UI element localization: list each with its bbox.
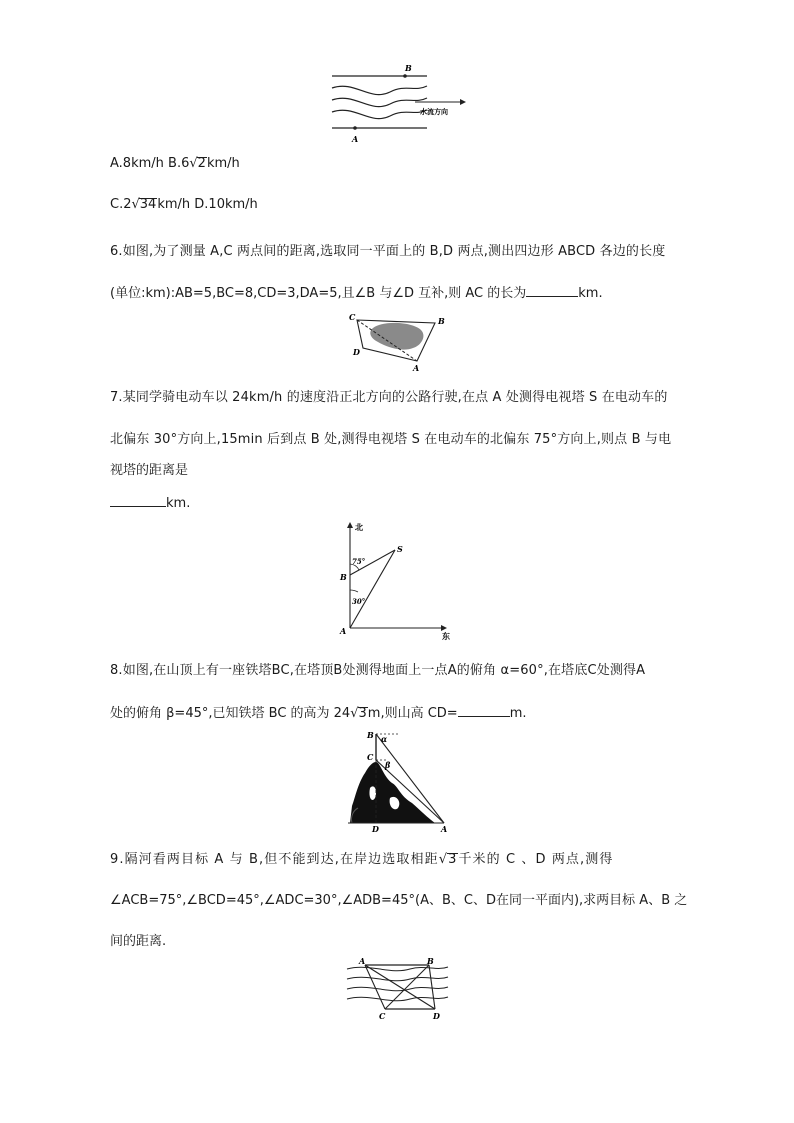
q9-line-1: 9.隔河看两目标 A 与 B,但不能到达,在岸边选取相距√3千米的 C 、D 两点,测得 <box>110 852 614 867</box>
tower-base-c-label: C <box>367 752 374 762</box>
river-quad-figure <box>345 955 450 1021</box>
q7-line-2: 北偏东 30°方向上,15min 后到点 B 处,测得电视塔 S 在电动车的北偏东 75°方向上,则点 B 与电 <box>110 432 672 447</box>
q5-options-ab <box>110 156 240 171</box>
angle-30-label: 30° <box>352 597 366 606</box>
answer-blank <box>458 704 510 717</box>
angle-75-label: 75° <box>352 557 366 566</box>
quad-a-label: A <box>413 363 420 372</box>
answer-blank <box>526 284 578 297</box>
quadrilateral-figure <box>343 310 453 372</box>
beta-label: β <box>385 760 391 770</box>
point-b-label: B <box>340 572 347 582</box>
river-point-b-label: B <box>405 63 412 73</box>
q9-line-3: 间的距离. <box>110 934 167 949</box>
answer-blank <box>110 494 166 507</box>
option-d: D.10km/h <box>194 197 258 212</box>
q6-line-1: 6.如图,为了测量 A,C 两点间的距离,选取同一平面上的 B,D 两点,测出四边形 ABCD 各边的长度 <box>110 244 666 259</box>
mountain-tower-figure <box>340 728 452 834</box>
quad-c-label: C <box>349 312 356 322</box>
target-a-label: A <box>359 956 366 966</box>
bank-c-label: C <box>379 1011 386 1021</box>
option-b: B.6√2km/h <box>168 156 240 171</box>
bank-d-label: D <box>433 1011 440 1021</box>
north-label: 北 <box>355 523 363 532</box>
q6-line-2: (单位:km):AB=5,BC=8,CD=3,DA=5,且∠B 与∠D 互补,则 AC 的长为 km. <box>110 286 603 301</box>
q7-line-3: 视塔的距离是 <box>110 463 189 478</box>
option-c: C.2√34km/h <box>110 197 191 212</box>
foot-d-label: D <box>372 824 379 834</box>
q7-line-4: km. <box>110 494 190 511</box>
q5-options-cd <box>110 197 258 212</box>
alpha-label: α <box>381 734 388 744</box>
point-a-label: A <box>340 626 347 636</box>
q7-line-1: 7.某同学骑电动车以 24km/h 的速度沿正北方向的公路行驶,在点 A 处测得电视塔 S 在电动车的 <box>110 390 668 405</box>
bearing-figure <box>335 520 460 642</box>
river-figure <box>325 62 470 147</box>
river-point-a-label: A <box>352 134 359 144</box>
tower-top-b-label: B <box>367 730 374 740</box>
flow-direction-label: 水流方向 <box>420 108 448 116</box>
target-b-label: B <box>427 956 434 966</box>
option-a: A.8km/h <box>110 156 164 171</box>
q8-line-1: 8.如图,在山顶上有一座铁塔BC,在塔顶B处测得地面上一点A的俯角 α=60°,在塔底C处测得A <box>110 663 646 678</box>
ground-a-label: A <box>441 824 448 834</box>
tower-s-label: S <box>397 544 403 554</box>
quad-d-label: D <box>353 347 360 357</box>
q8-line-2: 处的俯角 β=45°,已知铁塔 BC 的高为 24√3m,则山高 CD= m. <box>110 706 527 721</box>
east-label: 东 <box>442 632 450 641</box>
flow-arrow-icon <box>460 99 466 105</box>
q9-line-2: ∠ACB=75°,∠BCD=45°,∠ADC=30°,∠ADB=45°(A、B、C、D在同一平面内),求两目标 A、B 之 <box>110 893 688 908</box>
quad-b-label: B <box>438 316 445 326</box>
